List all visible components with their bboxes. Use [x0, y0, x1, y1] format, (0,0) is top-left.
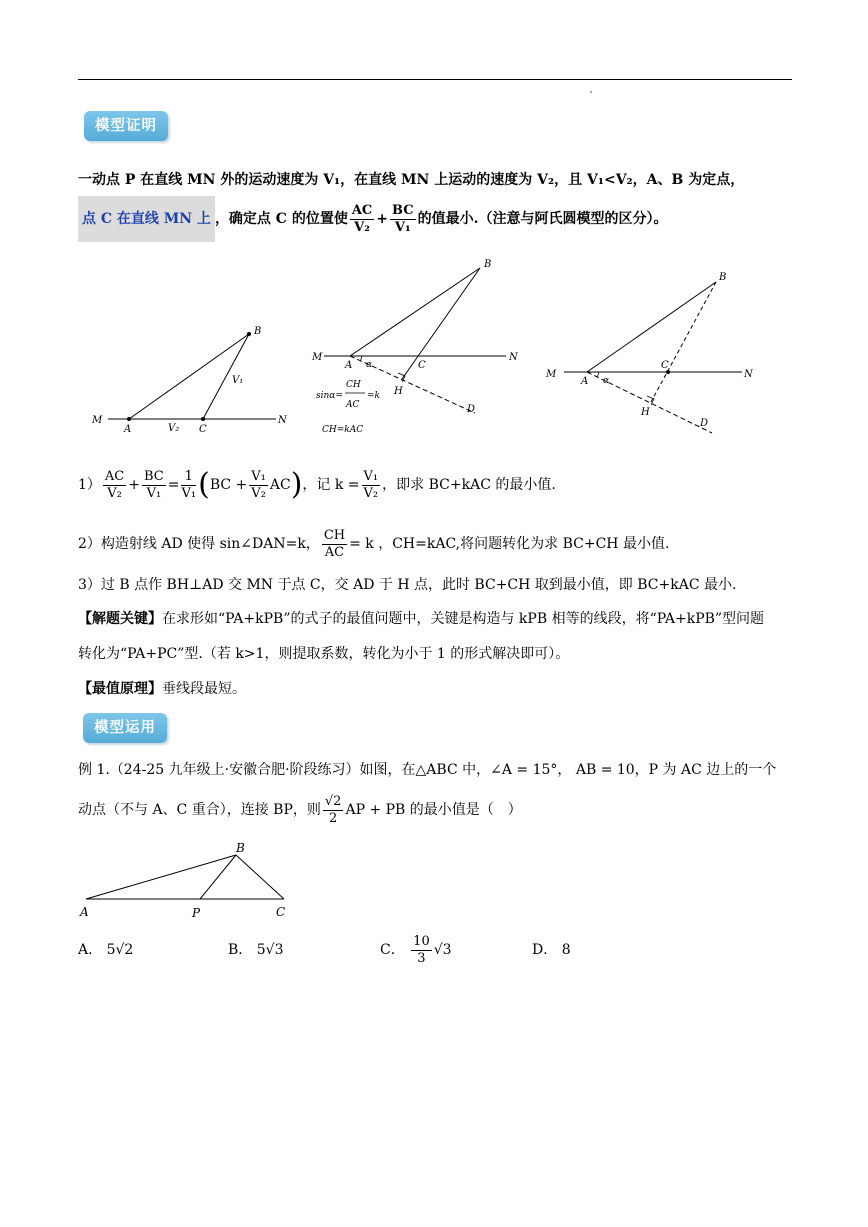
- step-1-mid: ，记 k =: [302, 477, 360, 493]
- fraction: [249, 469, 268, 502]
- option-label: D．: [532, 942, 558, 958]
- option-label: C．: [380, 942, 405, 958]
- frac-num: AC: [104, 468, 125, 484]
- label-h: H: [394, 386, 403, 397]
- plus-sign: +: [128, 477, 140, 493]
- frac-den: V₂: [107, 485, 122, 501]
- example-figure: [76, 838, 301, 923]
- step-2-pre: 2）构造射线 AD 使得 sin∠DAN=k，: [78, 536, 320, 552]
- frac-num: √2: [324, 793, 342, 809]
- label-c: C: [276, 905, 286, 919]
- option-a[interactable]: [78, 940, 133, 960]
- option-value-tail: √3: [433, 942, 452, 958]
- frac-num: AC: [351, 202, 373, 218]
- example-line-2: [78, 788, 522, 832]
- option-d[interactable]: [532, 940, 571, 960]
- problem-line-2: [78, 196, 667, 242]
- label-a: A: [581, 376, 589, 387]
- label-b: B: [236, 841, 245, 855]
- paren-close: ): [290, 467, 303, 502]
- label-v2: V₂: [168, 423, 180, 434]
- label-m: M: [312, 352, 323, 363]
- frac-den: V₂: [363, 485, 379, 501]
- section-badge-application: 模型运用: [83, 713, 167, 743]
- figure-2: [310, 255, 530, 440]
- frac-den: V₁: [146, 485, 162, 501]
- sin-num: CH: [346, 380, 361, 390]
- header-rule: [78, 79, 792, 80]
- segment-bc: [236, 855, 284, 899]
- plus-sign: +: [376, 211, 388, 227]
- label-a: A: [124, 424, 132, 435]
- label-m: M: [546, 369, 557, 380]
- equals-sign: =: [167, 477, 180, 493]
- problem-line-2-post: 的值最小.（注意与阿氏圆模型的区分）。: [417, 211, 668, 227]
- option-b[interactable]: [228, 940, 284, 960]
- label-m: M: [92, 415, 103, 426]
- segment-bp: [200, 855, 236, 899]
- problem-line-1: 一动点 P 在直线 MN 外的运动速度为 V₁，在直线 MN 上运动的速度为 V₂，且 V₁<V₂，A、B 为定点，: [78, 172, 745, 188]
- label-n: N: [744, 369, 753, 380]
- key-point-line-2: 转化为“PA+PC”型.（若 k>1，则提取系数，转化为小于 1 的形式解决即可）。: [78, 646, 570, 662]
- principle-text: 垂线段最短。: [162, 681, 246, 697]
- label-d: D: [700, 418, 709, 429]
- frac-num: V₁: [251, 468, 266, 484]
- key-label: 【解题关键】: [78, 611, 162, 627]
- frac-den: 3: [417, 950, 426, 966]
- angle-arc: [597, 372, 599, 377]
- paren-content-b: AC: [269, 477, 291, 493]
- frac-den: V₁: [394, 219, 411, 235]
- ch-equation: CH=kAC: [322, 425, 364, 435]
- segment-ab: [587, 282, 716, 372]
- step-1-prefix: 1）: [78, 477, 101, 493]
- segment-ab: [86, 855, 236, 899]
- fraction-sqrt2-2: [323, 794, 344, 827]
- label-a: A: [80, 905, 89, 919]
- step-2-post: = k ，CH=kAC,将问题转化为求 BC+CH 最小值.: [349, 536, 670, 552]
- problem-line-2-pre: ，确定点 C 的位置使: [214, 211, 348, 227]
- point-a: [127, 417, 131, 421]
- frac-num: BC: [392, 202, 414, 218]
- frac-den: V₂: [354, 219, 370, 235]
- frac-num: V₁: [363, 468, 379, 484]
- highlight-point-c: 点 C 在直线 MN 上: [78, 196, 215, 242]
- point-c: [201, 417, 205, 421]
- sin-prefix: sinα=: [316, 391, 343, 401]
- segment-bh: [651, 282, 716, 402]
- fraction: [362, 469, 381, 502]
- label-n: N: [509, 352, 518, 363]
- frac-den: V₂: [251, 485, 266, 501]
- figure-3: [540, 265, 765, 440]
- segment-ab: [350, 268, 480, 356]
- segment-bh: [402, 268, 480, 379]
- sin-den: AC: [346, 400, 360, 410]
- example-line-1: 例 1.（24-25 九年级上·安徽合肥·阶段练习）如图，在△ABC 中，∠A = 15°， AB = 10，P 为 AC 边上的一个: [78, 762, 777, 778]
- option-value: 8: [561, 942, 571, 958]
- option-label: B．: [228, 942, 253, 958]
- step-1: [78, 462, 556, 508]
- frac-num: CH: [323, 527, 346, 543]
- label-c: C: [199, 424, 207, 435]
- segment-ab: [129, 334, 249, 419]
- fraction-10-3: [411, 934, 432, 967]
- label-b: B: [719, 272, 727, 283]
- fraction: [181, 469, 196, 502]
- label-n: N: [278, 415, 287, 426]
- label-b: B: [484, 259, 492, 270]
- label-h: H: [641, 407, 650, 418]
- label-c: C: [418, 360, 426, 371]
- label-v1: V₁: [232, 375, 244, 386]
- frac-den: 2: [329, 810, 338, 826]
- fraction-ch-ac: [322, 528, 347, 561]
- angle-arc: [360, 356, 362, 361]
- frac-num: BC: [144, 468, 164, 484]
- option-c[interactable]: [380, 928, 452, 972]
- label-d: D: [467, 404, 476, 415]
- example-line-2-post: AP + PB 的最小值是（ ）: [345, 802, 522, 818]
- section-badge-proof: 模型证明: [84, 111, 168, 141]
- principle-line: [78, 679, 246, 699]
- fraction-ac-v2: [350, 203, 374, 236]
- frac-den: V₁: [181, 485, 197, 501]
- key-point-line-1: [78, 609, 764, 629]
- label-b: B: [254, 326, 262, 337]
- option-label: A．: [78, 942, 103, 958]
- frac-den: AC: [324, 544, 345, 560]
- point-b: [247, 332, 251, 336]
- key-text: 在求形如“PA+kPB”的式子的最值问题中，关键是构造与 kPB 相等的线段，将“PA+kPB”型问题: [162, 611, 765, 627]
- fraction: [103, 469, 126, 502]
- step-3: 3）过 B 点作 BH⊥AD 交 MN 于点 C，交 AD 于 H 点，此时 BC+CH 取到最小值，即 BC+kAC 最小.: [78, 577, 737, 593]
- header-dot: [590, 91, 592, 93]
- step-1-tail: ，即求 BC+kAC 的最小值.: [382, 477, 556, 493]
- option-value: 5√3: [256, 942, 284, 958]
- label-c: C: [661, 360, 669, 371]
- label-a: A: [345, 360, 353, 371]
- option-value: 5√2: [106, 942, 134, 958]
- paren-open: (: [198, 467, 210, 502]
- frac-num: 1: [181, 469, 196, 486]
- fraction: [142, 469, 166, 502]
- label-alpha: α: [366, 360, 373, 370]
- step-2: [78, 522, 669, 566]
- label-p: P: [192, 906, 201, 920]
- sin-post: =k: [367, 391, 380, 401]
- example-line-2-pre: 动点（不与 A、C 重合），连接 BP，则: [78, 802, 321, 818]
- fraction-bc-v1: [390, 203, 416, 236]
- principle-label: 【最值原理】: [78, 681, 162, 697]
- label-alpha: α: [603, 376, 610, 386]
- frac-num: 10: [413, 933, 430, 949]
- figure-1: [86, 320, 296, 440]
- paren-content-a: BC +: [209, 477, 248, 493]
